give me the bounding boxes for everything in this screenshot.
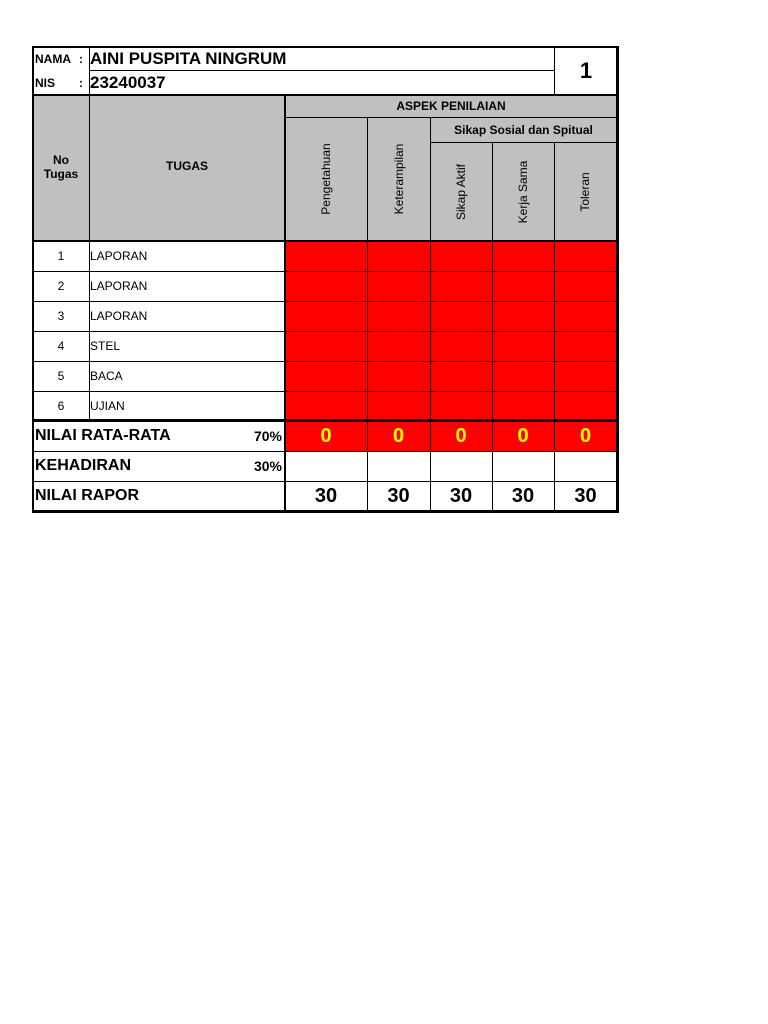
attendance-label: KEHADIRAN [35,457,131,474]
task-no: 4 [57,339,65,353]
grid-line [33,419,617,422]
average-value-keterampilan: 0 [392,424,405,447]
task-name: LAPORAN [90,249,148,263]
average-value-kerja-sama: 0 [517,424,529,447]
grid-line [430,142,617,143]
student-name: AINI PUSPITA NINGRUM [90,49,287,68]
nis-label: NIS [35,76,56,90]
attendance-weight: 30% [253,458,282,474]
average-value-sikap-aktif: 0 [455,424,467,447]
grid-line [32,510,619,513]
column-header-keterampilan: Keterampilan [392,143,406,215]
report-value-kerja-sama: 30 [511,484,535,507]
grid-line [492,142,493,511]
task-no: 1 [57,249,65,263]
tugas-header: TUGAS [166,159,208,173]
no-tugas-header [33,150,89,184]
report-grade-label: NILAI RAPOR [35,487,139,504]
grid-line [32,46,34,513]
task-name: LAPORAN [90,309,148,323]
grid-line [284,95,286,511]
average-label: NILAI RATA-RATA [35,427,171,444]
grid-line [89,95,90,241]
grid-line [33,481,617,482]
report-value-sikap-aktif: 30 [449,484,473,507]
column-header-sikap-aktif: Sikap Aktif [454,163,468,221]
task-no: 3 [57,309,65,323]
grid-line [554,142,555,511]
grid-line [89,70,554,71]
grid-line [554,46,555,95]
task-name: LAPORAN [90,279,148,293]
grid-line [33,240,617,242]
report-value-pengetahuan: 30 [314,484,338,507]
task-no: 2 [57,279,65,293]
aspek-penilaian-header: ASPEK PENILAIAN [396,99,506,113]
report-value-keterampilan: 30 [387,484,410,507]
grid-line [33,361,617,362]
no-tugas-header-line1: No [53,153,69,167]
grid-line [33,391,617,392]
column-header-pengetahuan: Pengetahuan [319,143,333,215]
average-weight: 70% [253,428,282,444]
task-no: 6 [57,399,65,413]
nis-colon: : [79,76,83,90]
column-header-kerja-sama: Kerja Sama [516,160,530,224]
task-name: BACA [90,369,123,383]
grid-line [32,46,619,48]
report-value-toleran: 30 [574,484,597,507]
name-colon: : [79,52,83,66]
grid-line [33,94,617,96]
task-name: UJIAN [90,399,125,413]
average-value-pengetahuan: 0 [320,424,332,447]
column-header-toleran: Toleran [578,172,592,212]
no-tugas-header-line2: Tugas [43,167,79,181]
name-label: NAMA [35,52,71,66]
grid-line [33,301,617,302]
grid-line [33,331,617,332]
grid-line [285,117,617,118]
average-value-toleran: 0 [579,424,592,447]
student-nis: 23240037 [90,73,166,92]
task-name: STEL [90,339,121,353]
task-no: 5 [57,369,65,383]
student-number: 1 [579,58,593,83]
sikap-group-header: Sikap Sosial dan Spitual [454,123,593,137]
grid-line [33,271,617,272]
grid-line [33,451,617,452]
